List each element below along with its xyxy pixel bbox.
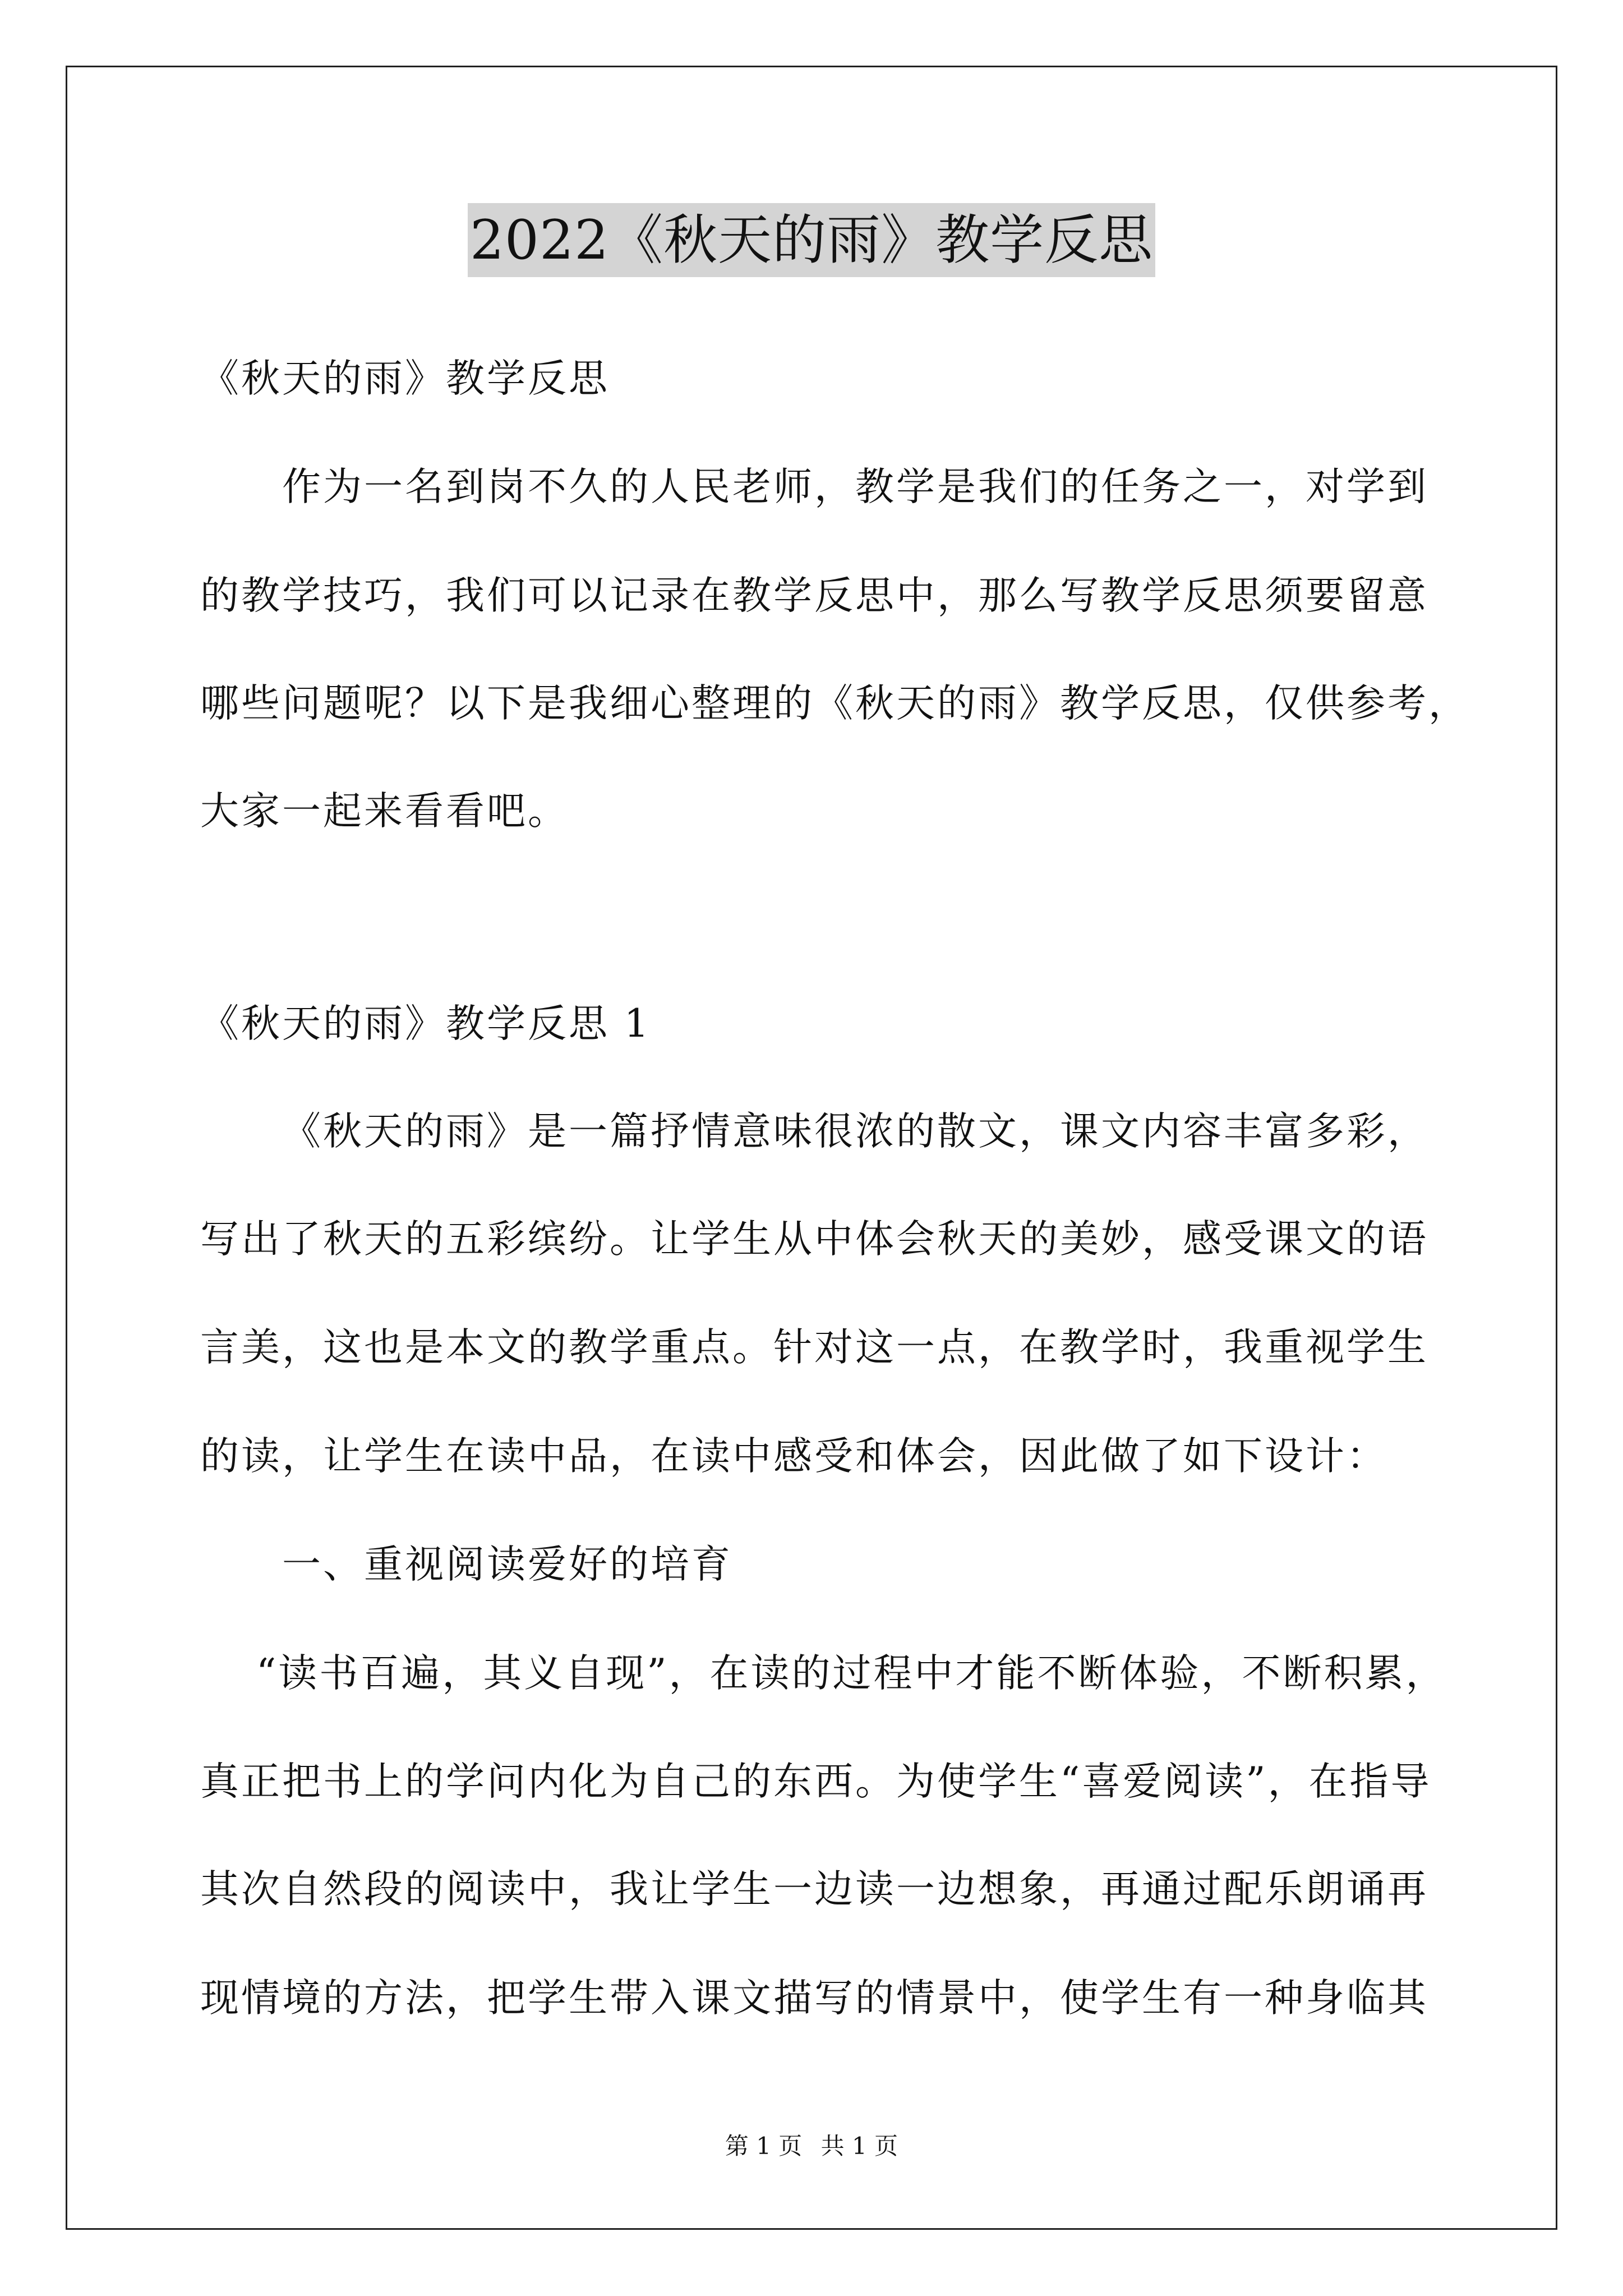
paragraph-line: 《秋天的雨》是一篇抒情意味很浓的散文，课文内容丰富多彩， (282, 1109, 1428, 1154)
document-title: 2022《秋天的雨》教学反思 (468, 203, 1155, 277)
intro-line: 哪些问题呢？以下是我细心整理的《秋天的雨》教学反思，仅供参考， (200, 681, 1469, 726)
page-total: 共 1 页 (820, 2132, 898, 2160)
intro-line: 作为一名到岗不久的人民老师，教学是我们的任务之一，对学到 (282, 464, 1428, 509)
paragraph-line: 其次自然段的阅读中，我让学生一边读一边想象，再通过配乐朗诵再 (200, 1867, 1428, 1912)
paragraph-line: 现情境的方法，把学生带入课文描写的情景中，使学生有一种身临其 (200, 1976, 1428, 2021)
paragraph-line: 的读，让学生在读中品，在读中感受和体会，因此做了如下设计： (200, 1434, 1387, 1479)
section-heading: 《秋天的雨》教学反思 1 (200, 1001, 651, 1046)
subtitle: 《秋天的雨》教学反思 (200, 356, 610, 401)
paragraph-line: “读书百遍，其义自现”，在读的过程中才能不断体验，不断积累， (256, 1651, 1447, 1696)
title-container (0, 203, 1623, 277)
subheading: 一、重视阅读爱好的培育 (282, 1542, 732, 1587)
page-footer (0, 2131, 1623, 2162)
paragraph-line: 真正把书上的学问内化为自己的东西。为使学生“喜爱阅读”，在指导 (200, 1759, 1432, 1804)
paragraph-line: 写出了秋天的五彩缤纷。让学生从中体会秋天的美妙，感受课文的语 (200, 1217, 1428, 1262)
paragraph-line: 言美，这也是本文的教学重点。针对这一点，在教学时，我重视学生 (200, 1325, 1428, 1370)
intro-line: 的教学技巧，我们可以记录在教学反思中，那么写教学反思须要留意 (200, 573, 1428, 618)
page-number: 第 1 页 (725, 2132, 803, 2160)
intro-line: 大家一起来看看吧。 (200, 789, 569, 834)
